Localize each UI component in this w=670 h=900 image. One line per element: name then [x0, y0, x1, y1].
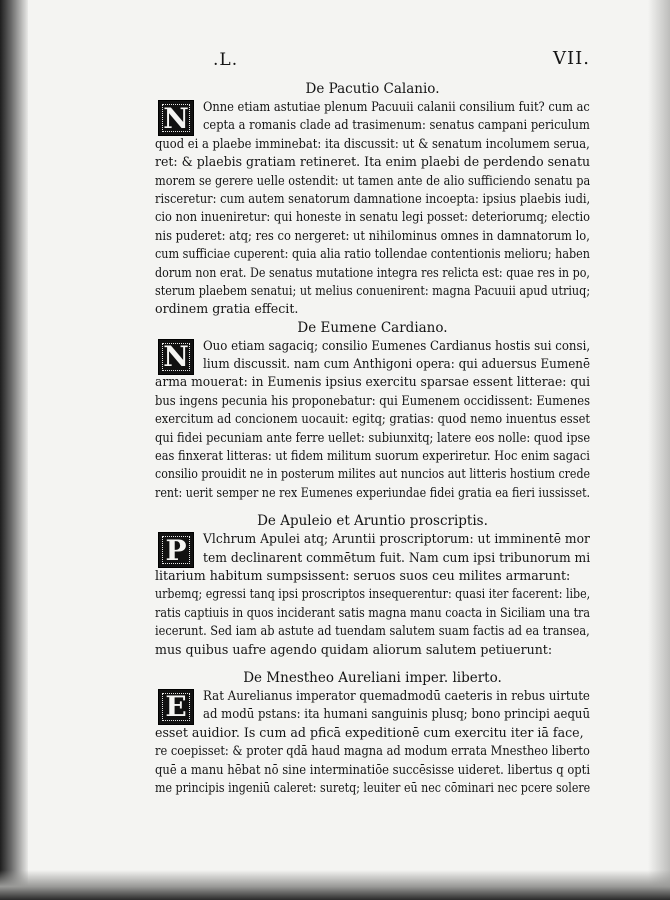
chapter-text [155, 337, 590, 503]
text-line: cepta a romanis clade ad trasimenum: senatus campani periculum [203, 117, 590, 133]
text-line: consilio prouidit ne in posterum milites aut nuncios aut litteris hostium crede [155, 466, 590, 482]
text-line: Onne etiam astutiae plenum Pacuuii calanii consilium fuit? cum ac [203, 99, 590, 114]
decorated-initial [158, 532, 194, 568]
text-line: tem declinarent commētum fuit. Nam cum ipsi tribunorum mi [203, 549, 590, 565]
initial-letter: P [165, 533, 187, 567]
initial-letter: N [163, 340, 189, 374]
text-line: arma mouerat: in Eumenis ipsius exercitu sparsae essent litterae: qui [155, 374, 590, 390]
text-line: iecerunt. Sed iam ab astute ad tuendam salutem suam factis ad ea transea, [155, 623, 590, 639]
page-header [155, 40, 590, 80]
chapter-text [155, 98, 590, 319]
section-spacer [155, 502, 590, 512]
chapter-heading: De Apuleio et Aruntio proscriptis. [257, 513, 488, 530]
text-line: litarium habitum sumpsissent: seruos suos ceu milites armarunt: [155, 567, 571, 583]
text-line: ret: & plaebis gratiam retineret. Ita enim plaebi de perdendo senatu [155, 154, 590, 170]
section-spacer [155, 659, 590, 669]
text-line: quē a manu hēbat nō sine interminatiōe succēsisse uideret. libertus q opti [155, 761, 590, 777]
text-line: urbemq; egressi tanq ipsi proscriptos insequerentur: quasi iter facerent: libe, [155, 586, 590, 602]
text-line: cio non inueniretur: qui honeste in senatu legi posset: deteriorumq; electio [155, 209, 590, 225]
scan-edge-bottom [0, 870, 670, 900]
initial-letter: N [163, 101, 189, 135]
text-line: sterum plaebem senatui; ut melius conuenirent: magna Pacuuii apud utriuq; [155, 282, 590, 298]
text-line: quod ei a plaebe imminebat: ita discussit: ut & senatum incolumem serua, [155, 135, 590, 151]
chapter-text [155, 687, 590, 797]
chapter-text [155, 530, 590, 659]
text-line: Rat Aurelianus imperator quemadmodū caeteris in rebus uirtute [203, 687, 590, 703]
text-line: ad modū pstans: ita humani sanguinis plusq; bono principi aequū [203, 706, 590, 722]
folio-signature: .L. [213, 50, 239, 70]
text-line: eas finxerat litteras: ut fidem militum suorum experiretur. Hoc enim sagaci [155, 448, 590, 464]
text-line: exercitum ad concionem uocauit: egitq; gratias: quod nemo inuentus esset [155, 411, 590, 427]
chapter-heading: De Eumene Cardiano. [297, 319, 448, 336]
text-line: dorum non erat. De senatus mutatione integra res relicta est: quae res in po, [155, 264, 590, 280]
text-line: esset auidior. Is cum ad pficā expeditionē cum exercitu iter iā face, [155, 724, 584, 740]
chapter-section [155, 669, 590, 797]
text-line: bus ingens pecunia his proponebatur: qui Eumenem occidissent: Eumenes [155, 392, 590, 408]
decorated-initial [158, 689, 194, 725]
text-line: qui fidei pecuniam ante ferre uellet: subiunxitq; latere eos nolle: quod ipse [155, 429, 590, 445]
text-line: cum sufficiae cuperent: quia alia ratio tollendae contentionis melioru; haben [155, 246, 590, 262]
text-line: ratis captiuis in quos inciderant satis magna manu coacta in Siciliam una tra [155, 604, 590, 620]
text-line: risceretur: cum autem senatorum damnatione incoepta: ipsius plaebis iudi, [155, 190, 590, 206]
book-page [155, 40, 590, 797]
initial-letter: E [165, 690, 187, 724]
scan-edge-right [648, 0, 670, 900]
chapter-section [155, 319, 590, 503]
text-line: Ouo etiam sagaciq; consilio Eumenes Cardianus hostis sui consi, [203, 337, 590, 353]
text-line: lium discussit. nam cum Anthigoni opera: qui aduersus Eumenē [203, 356, 590, 372]
text-line: morem se gerere uelle ostendit: ut tamen ante de alio sufficiendo senatu pa [155, 172, 590, 188]
chapter-section [155, 80, 590, 319]
text-body [155, 80, 590, 797]
text-line: mus quibus uafre agendo quidam aliorum salutem petiuerunt: [155, 641, 553, 657]
text-line: nis puderet: atq; res co nergeret: ut nihilominus omnes in damnatorum lo, [155, 227, 590, 243]
decorated-initial [158, 100, 194, 136]
text-line: me principis ingeniū caleret: suretq; leuiter eū nec cōminari nec pcere solere [155, 779, 590, 795]
chapter-heading: De Pacutio Calanio. [305, 81, 440, 97]
text-line: re coepisset: & proter qdā haud magna ad modum errata Mnestheo liberto [155, 743, 590, 759]
folio-number: VII. [553, 48, 590, 69]
text-line: Vlchrum Apulei atq; Aruntii proscriptorum: ut imminentē mor [203, 531, 590, 547]
decorated-initial [158, 339, 194, 375]
chapter-section [155, 512, 590, 659]
text-line: rent: uerit semper ne rex Eumenes experiundae fidei gratia ea fieri iussisset. [155, 484, 590, 500]
chapter-heading: De Mnestheo Aureliani imper. liberto. [243, 669, 502, 686]
scan-edge-left [0, 0, 28, 900]
text-line: ordinem gratia effecit. [155, 301, 299, 317]
